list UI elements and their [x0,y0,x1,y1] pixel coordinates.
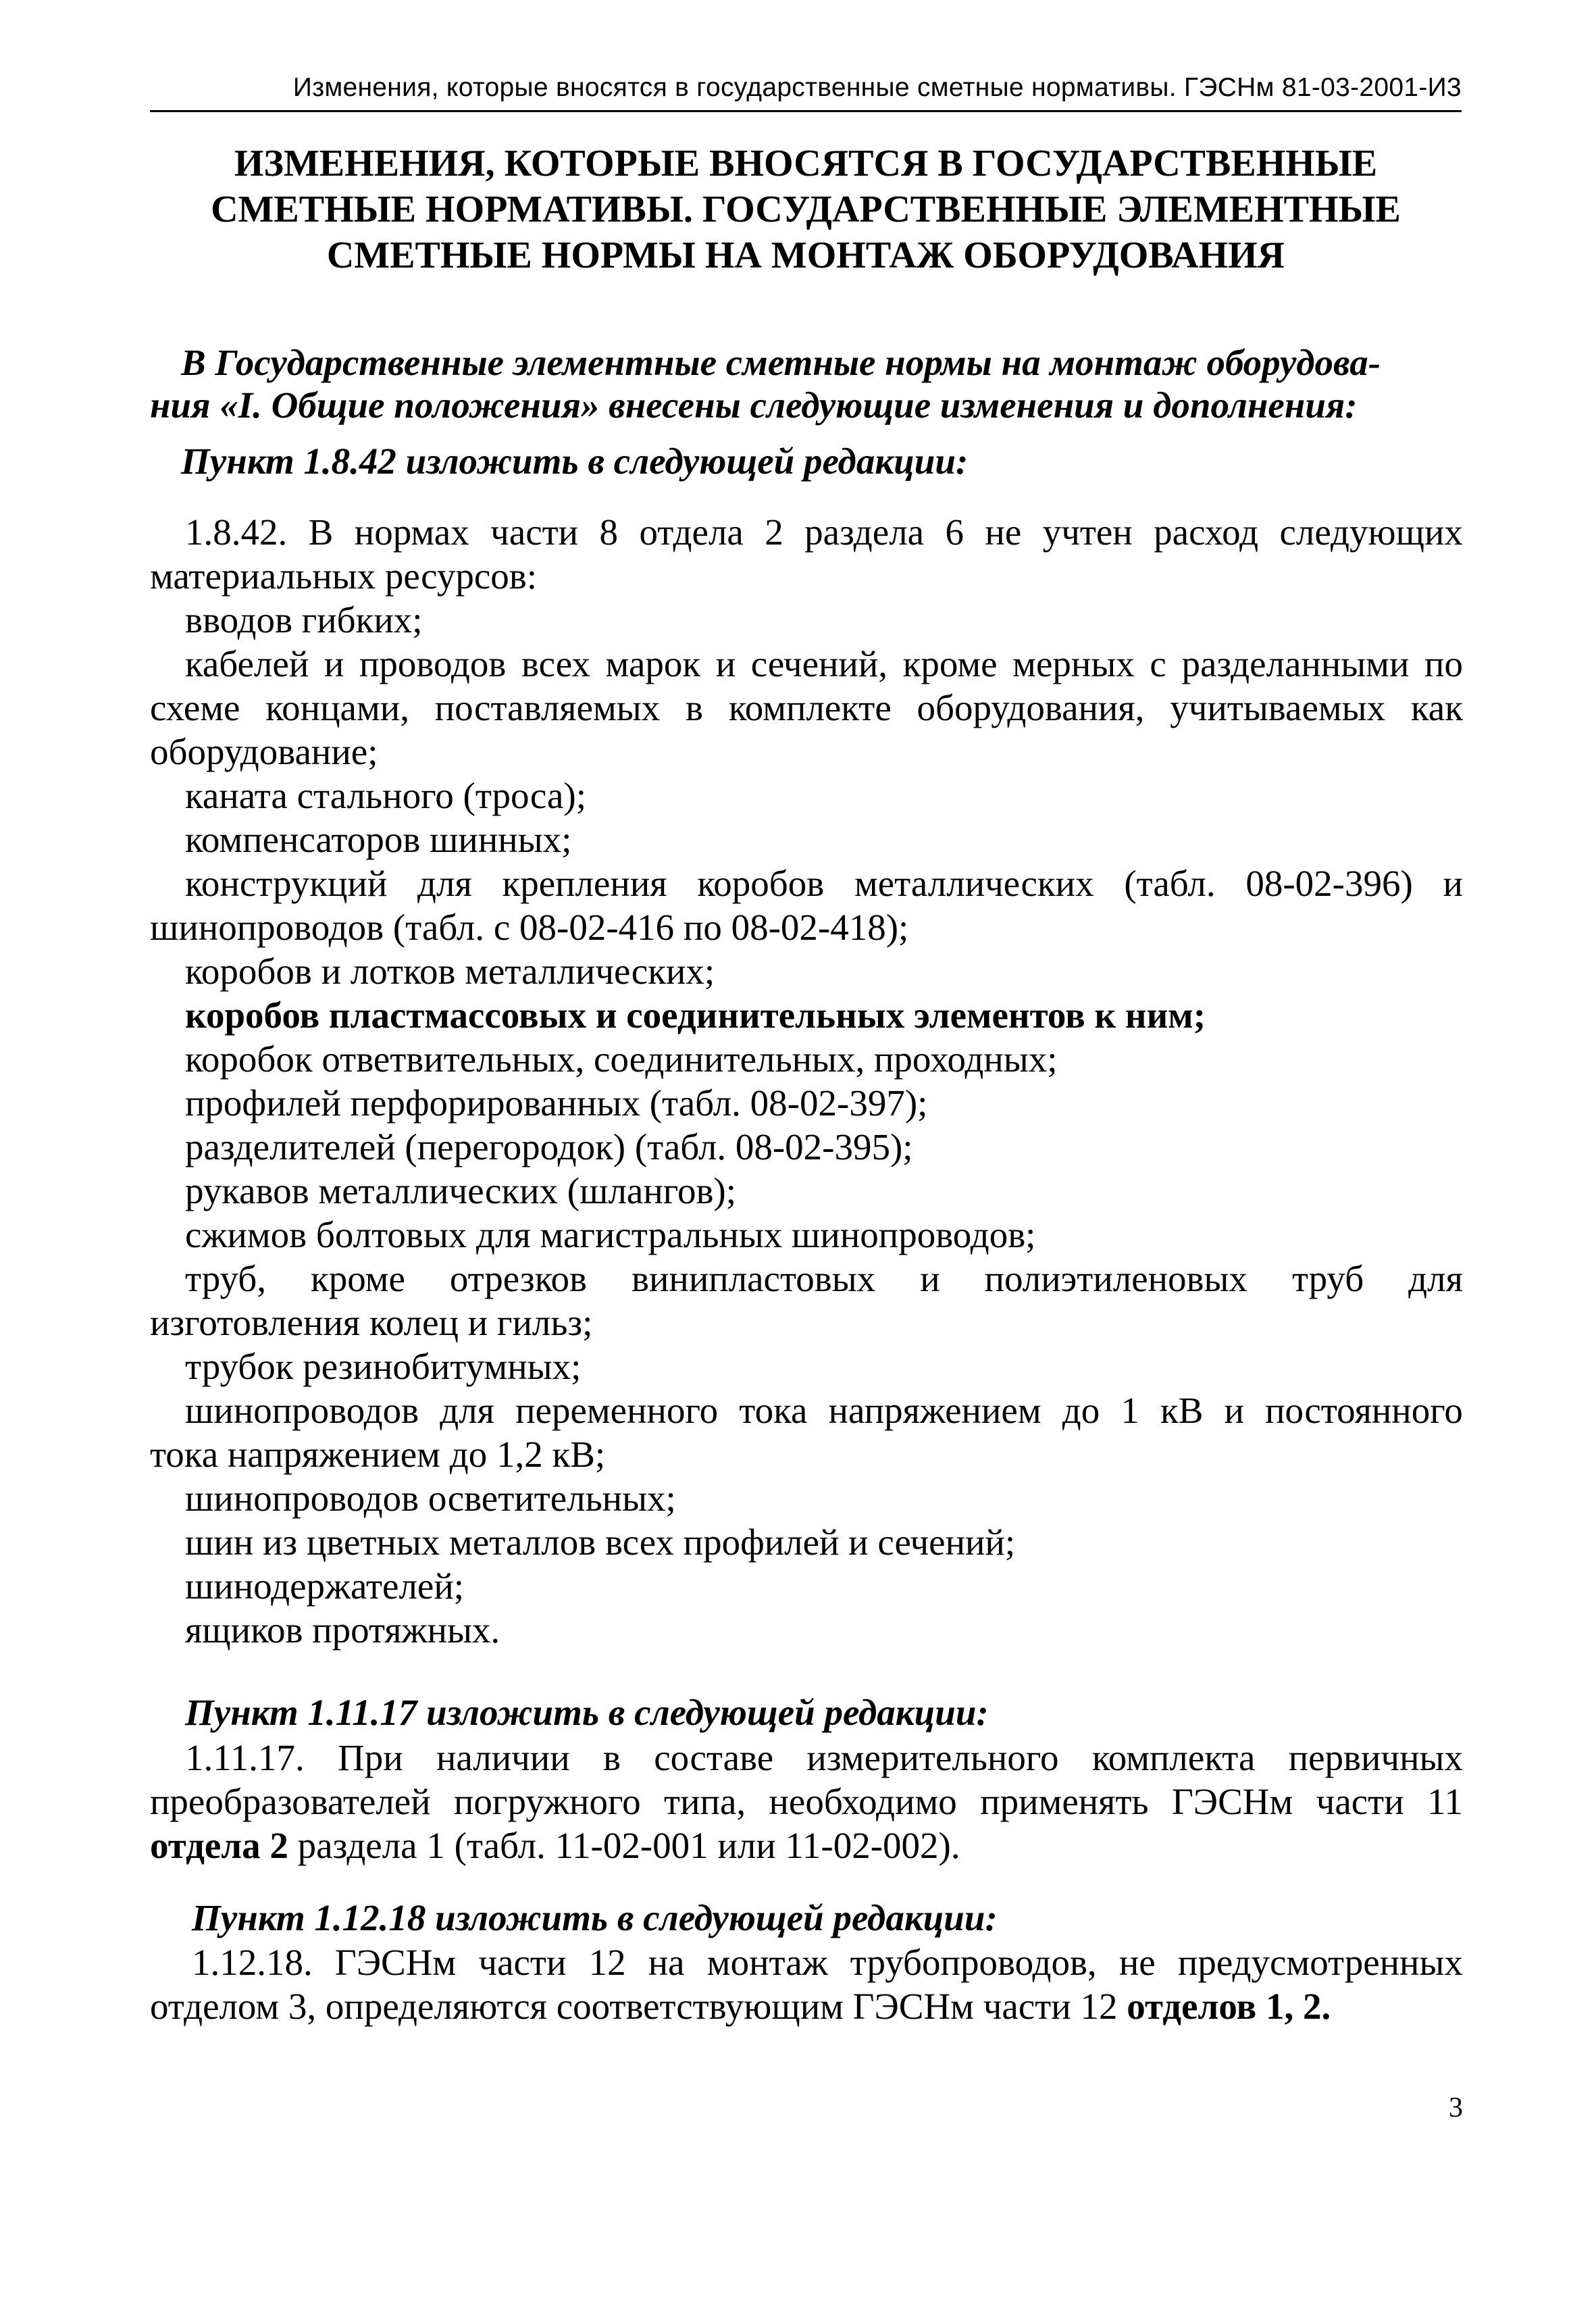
body-line: шинопроводов (табл. с 08-02-416 по 08-02-418); [150,907,909,948]
word: проводов [359,643,507,684]
word: составе [654,1737,774,1778]
list-item: ящиков протяжных. [185,1609,500,1651]
word: 6 [945,511,964,553]
justified-line [185,861,1463,905]
body-line: оборудование; [150,731,378,772]
word: и [324,643,344,684]
word: преобразователей [150,1781,431,1822]
list-item: шинопроводов осветительных; [185,1478,676,1519]
word: 1.11.17. [185,1737,305,1778]
word: марок [605,643,701,684]
word: как [1410,687,1463,728]
word: не [1118,1942,1156,1983]
word: труб, [185,1258,266,1299]
word: необходимо [769,1781,957,1822]
list-item: вводов гибких; [185,599,423,640]
word: 11 [1427,1781,1463,1822]
section-body-1-11-17 [150,1736,1463,1867]
word: При [338,1737,403,1778]
list-item: коробов и лотков металлических; [185,951,715,992]
word: монтаж [706,1942,828,1983]
word: следующих [1279,511,1463,553]
body-line: материальных ресурсов: [150,555,537,597]
word: концами, [265,687,409,728]
section-body-1-12-18 [150,1940,1463,2028]
word: для [440,1390,494,1431]
word: для [1408,1258,1463,1299]
word: кВ [1160,1390,1204,1431]
word: труб [1291,1258,1364,1299]
word: раздела [804,511,925,553]
word: всех [521,643,590,684]
word: погружного [454,1781,641,1822]
justified-line [185,510,1463,554]
list-item: профилей перфорированных (табл. 08-02-397); [185,1082,928,1124]
word: кроме [902,643,998,684]
word: до [1062,1390,1100,1431]
justified-line [185,1736,1463,1780]
word: 1.12.18. [192,1942,313,1983]
word: для [417,863,472,904]
word: схеме [150,687,240,728]
intro-paragraph [150,341,1463,426]
word: и [1224,1390,1244,1431]
word: типа, [664,1781,746,1822]
word: ГЭСНм [1171,1781,1293,1822]
justified-line [192,1940,1463,1984]
title-line: ИЗМЕНЕНИЯ, КОТОРЫЕ ВНОСЯТСЯ В ГОСУДАРСТВЕННЫЕ [234,143,1378,184]
word: части [478,1942,567,1983]
word: нормах [354,511,469,553]
intro-line: ния «I. Общие положения» внесены следующие изменения и дополнения: [150,384,1358,426]
word: отдела [639,511,744,553]
text-fragment: отделом 3, определяются соответствующим ГЭСНм части 12 [150,1986,1127,2027]
word: расход [1154,511,1259,553]
word: учтен [1042,511,1133,553]
word: кроме [310,1258,405,1299]
justified-line [185,1388,1463,1432]
justified-line [150,686,1463,730]
word: отрезков [449,1258,588,1299]
word: трубопроводов, [850,1942,1097,1983]
list-item: рукавов металлических (шлангов); [185,1170,737,1211]
word: по [1424,643,1463,684]
list-item: каната стального (троса); [185,775,586,816]
word: в [686,687,704,728]
word: и [715,643,736,684]
word: постоянного [1265,1390,1463,1431]
word: крепления [502,863,667,904]
main-title [150,141,1462,278]
list-item-bold: коробов пластмассовых и соединительных элементов к ним; [185,995,1206,1036]
word: 12 [588,1942,626,1983]
list-item: трубок резинобитумных; [185,1346,582,1387]
list-item: шинодержателей; [185,1565,465,1607]
word: сечений, [750,643,888,684]
word: 1 [1121,1390,1139,1431]
word: мерных [1012,643,1135,684]
word: 08-02-396) [1245,863,1413,904]
word: напряжением [828,1390,1041,1431]
word: наличии [436,1737,570,1778]
body-line [150,1984,1463,2028]
body-line [150,1823,1463,1867]
word: части [1316,1781,1404,1822]
section-body-1-8-42 [150,510,1463,1652]
word: разделанными [1181,643,1410,684]
list-item: компенсаторов шинных; [185,819,572,860]
word: в [602,1737,621,1778]
word: и [1443,863,1463,904]
intro-line: В Государственные элементные сметные нормы на монтаж оборудова- [181,342,1381,383]
bold-fragment: отдела 2 [150,1825,288,1866]
word: 8 [599,511,619,553]
word: комплекте [728,687,892,728]
word: шинопроводов [185,1390,419,1431]
body-line: тока напряжением до 1,2 кВ; [150,1434,606,1475]
word: коробов [697,863,825,904]
section-heading-1-8-42: Пункт 1.8.42 изложить в следующей редакции: [181,441,969,482]
word: В [308,511,334,553]
word: и [920,1258,940,1299]
word: с [1150,643,1166,684]
word: ГЭСНм [334,1942,457,1983]
word: (табл. [1124,863,1216,904]
page-number: 3 [1449,2092,1463,2123]
word: тока [739,1390,808,1431]
word: комплекта [1091,1737,1256,1778]
word: поставляемых [434,687,661,728]
title-line: СМЕТНЫЕ НОРМАТИВЫ. ГОСУДАРСТВЕННЫЕ ЭЛЕМЕНТНЫЕ [211,188,1401,230]
list-item: коробок ответвительных, соединительных, проходных; [185,1038,1058,1080]
title-line: СМЕТНЫЕ НОРМЫ НА МОНТАЖ ОБОРУДОВАНИЯ [326,234,1285,276]
word: не [985,511,1022,553]
word: конструкций [185,863,388,904]
text-fragment: раздела 1 (табл. 11-02-001 или 11-02-002). [288,1825,960,1866]
word: учитываемых [1170,687,1386,728]
list-item: разделителей (перегородок) (табл. 08-02-395); [185,1126,913,1167]
running-header: Изменения, которые вносятся в государственные сметные нормативы. ГЭСНм 81-03-2001-И3 [292,73,1462,102]
word: применять [980,1781,1149,1822]
word: 1.8.42. [185,511,288,553]
list-item: шин из цветных металлов всех профилей и сечений; [185,1521,1016,1563]
word: части [490,511,579,553]
section-heading-1-11-17: Пункт 1.11.17 изложить в следующей редакции: [185,1692,989,1733]
word: полиэтиленовых [984,1258,1247,1299]
word: 2 [765,511,783,553]
bold-fragment: отделов 1, 2. [1127,1986,1331,2027]
list-item: сжимов болтовых для магистральных шинопроводов; [185,1214,1036,1255]
word: оборудования, [917,687,1145,728]
section-heading-1-12-18: Пункт 1.12.18 изложить в следующей редакции: [192,1897,998,1938]
justified-line [185,642,1463,686]
word: на [648,1942,685,1983]
justified-line [185,1257,1463,1301]
justified-line [150,1780,1463,1823]
word: переменного [515,1390,719,1431]
word: металлических [854,863,1094,904]
word: измерительного [806,1737,1059,1778]
word: первичных [1288,1737,1463,1778]
body-line: изготовления колец и гильз; [150,1302,593,1343]
word: предусмотренных [1177,1942,1463,1983]
word: кабелей [185,643,309,684]
header-rule [150,110,1462,112]
word: винипластовых [632,1258,876,1299]
